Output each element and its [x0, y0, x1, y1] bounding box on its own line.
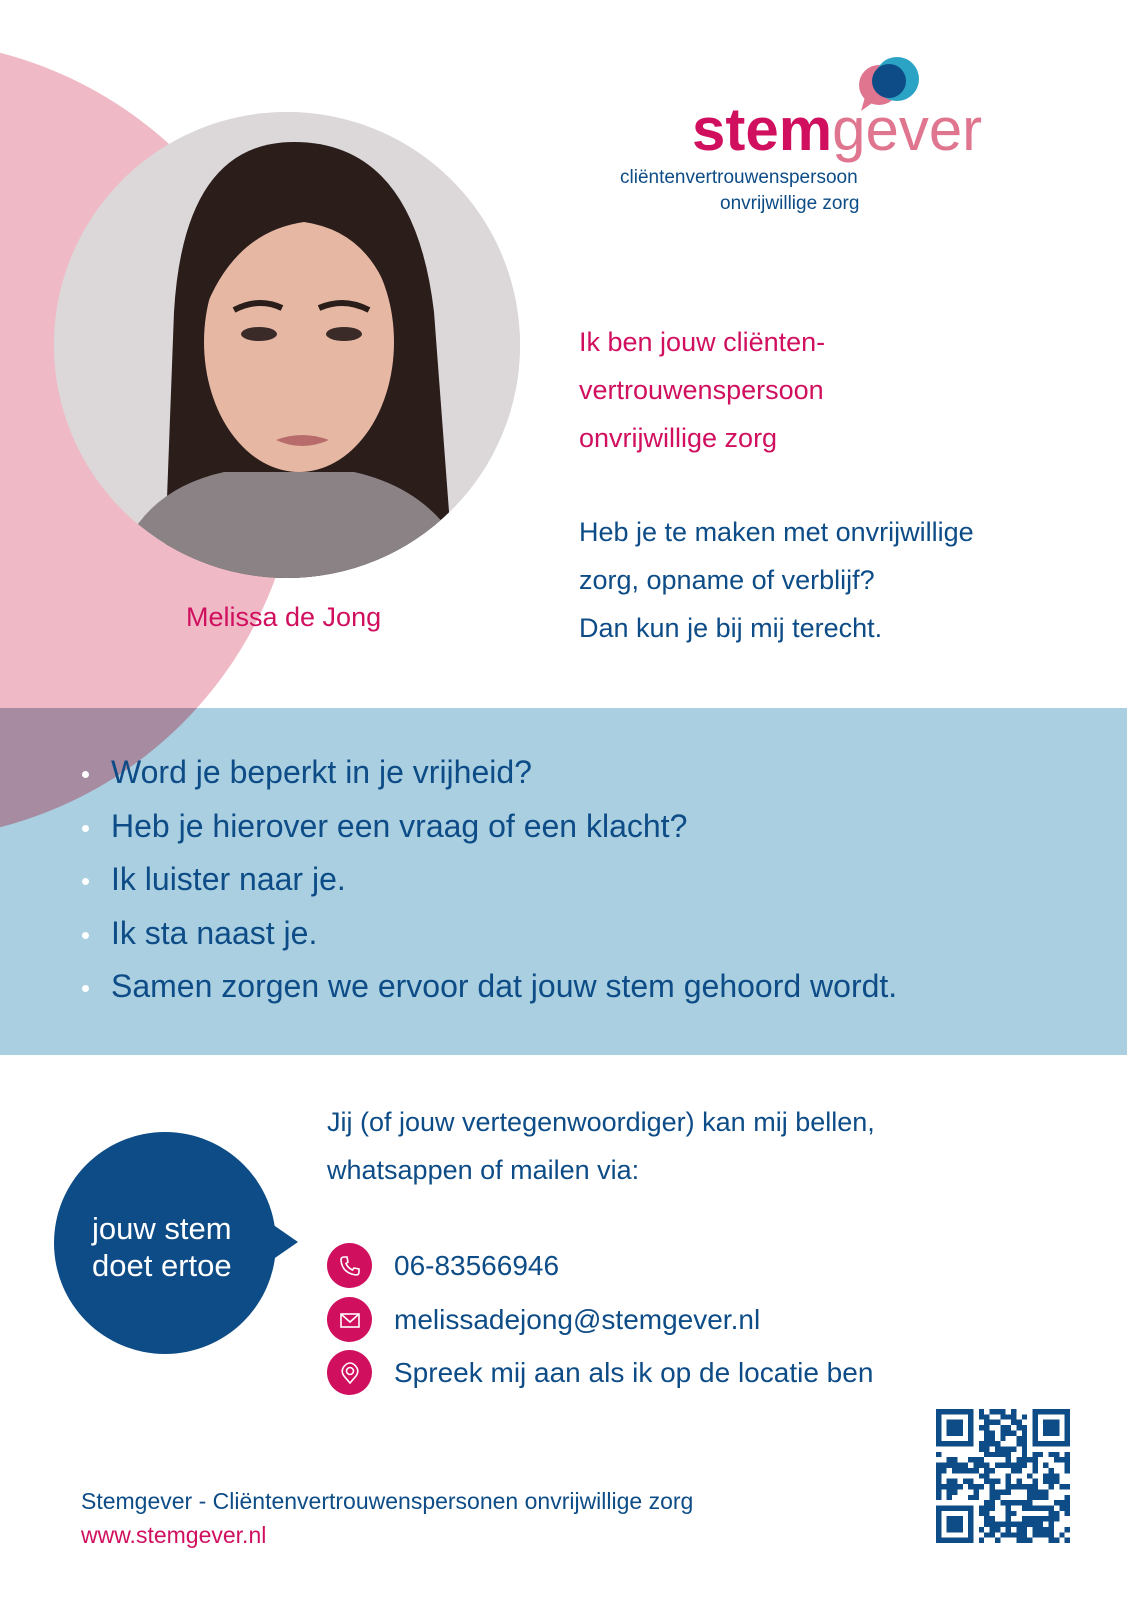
qr-module	[1000, 1409, 1005, 1414]
qr-module	[936, 1452, 941, 1457]
qr-module	[1011, 1463, 1016, 1468]
qr-module	[979, 1527, 984, 1532]
contact-intro-line: Jij (of jouw vertegenwoordiger) kan mij bellen,	[327, 1107, 875, 1137]
qr-module	[995, 1538, 1000, 1543]
qr-module	[995, 1479, 1000, 1484]
qr-module	[1049, 1538, 1054, 1543]
qr-module	[1000, 1452, 1005, 1457]
bullet-item: Word je beperkt in je vrijheid?	[80, 746, 1080, 800]
qr-module	[974, 1495, 979, 1500]
phone-number[interactable]: 06-83566946	[394, 1249, 560, 1281]
qr-module	[1032, 1457, 1037, 1462]
qr-module	[1032, 1479, 1037, 1484]
qr-module	[979, 1441, 984, 1446]
qr-module	[968, 1479, 973, 1484]
qr-module	[1006, 1527, 1011, 1532]
qr-module	[1032, 1484, 1037, 1489]
qr-module	[1011, 1468, 1016, 1473]
qr-module	[1006, 1414, 1011, 1419]
person-name: Melissa de Jong	[186, 602, 382, 632]
qr-module	[957, 1484, 962, 1489]
qr-module	[1049, 1532, 1054, 1537]
qr-module	[1065, 1484, 1070, 1489]
qr-module	[1016, 1420, 1021, 1425]
qr-module	[990, 1495, 995, 1500]
qr-module	[990, 1516, 995, 1521]
qr-module	[1000, 1425, 1005, 1430]
qr-module	[1011, 1484, 1016, 1489]
qr-module	[1022, 1527, 1027, 1532]
qr-module	[984, 1532, 989, 1537]
qr-module	[1049, 1527, 1054, 1532]
qr-module	[1032, 1452, 1037, 1457]
qr-module	[995, 1452, 1000, 1457]
qr-module	[990, 1409, 995, 1414]
qr-module	[1049, 1516, 1054, 1521]
qr-module	[1000, 1489, 1005, 1494]
qr-module	[984, 1522, 989, 1527]
qr-module	[1000, 1532, 1005, 1537]
qr-module	[1016, 1527, 1021, 1532]
qr-module	[995, 1420, 1000, 1425]
qr-module	[1022, 1505, 1027, 1510]
qr-module	[1032, 1468, 1037, 1473]
contact-intro-line: whatsappen of mailen via:	[327, 1155, 640, 1185]
qr-module	[947, 1463, 952, 1468]
qr-module	[1011, 1447, 1016, 1452]
qr-module	[1032, 1463, 1037, 1468]
qr-module	[952, 1457, 957, 1462]
qr-module	[1043, 1495, 1048, 1500]
qr-finder	[947, 1516, 963, 1532]
qr-module	[1054, 1511, 1059, 1516]
qr-module	[1038, 1522, 1043, 1527]
qr-module	[947, 1495, 952, 1500]
qr-module	[1038, 1452, 1043, 1457]
qr-module	[1054, 1500, 1059, 1505]
qr-module	[1049, 1522, 1054, 1527]
qr-module	[968, 1457, 973, 1462]
qr-module	[984, 1511, 989, 1516]
qr-module	[990, 1430, 995, 1435]
qr-module	[936, 1468, 941, 1473]
qr-module	[1022, 1484, 1027, 1489]
qr-module	[1054, 1479, 1059, 1484]
qr-module	[1027, 1495, 1032, 1500]
qr-module	[1011, 1409, 1016, 1414]
qr-module	[1032, 1516, 1037, 1521]
qr-module	[1011, 1430, 1016, 1435]
qr-module	[1006, 1500, 1011, 1505]
qr-module	[984, 1479, 989, 1484]
qr-module	[963, 1479, 968, 1484]
bullet-list	[80, 746, 1080, 1014]
bullet-item: Samen zorgen we ervoor dat jouw stem gehoord wordt.	[80, 960, 1080, 1014]
qr-module	[984, 1452, 989, 1457]
bullet-item: Ik sta naast je.	[80, 907, 1080, 961]
qr-module	[1016, 1463, 1021, 1468]
qr-module	[1065, 1495, 1070, 1500]
qr-module	[1054, 1457, 1059, 1462]
qr-module	[995, 1463, 1000, 1468]
qr-module	[1022, 1447, 1027, 1452]
qr-module	[1022, 1463, 1027, 1468]
qr-module	[1016, 1425, 1021, 1430]
qr-module	[1049, 1452, 1054, 1457]
qr-module	[963, 1468, 968, 1473]
qr-module	[990, 1522, 995, 1527]
qr-module	[984, 1436, 989, 1441]
qr-module	[1027, 1457, 1032, 1462]
qr-module	[995, 1522, 1000, 1527]
location-row	[327, 1350, 873, 1395]
qr-module	[995, 1441, 1000, 1446]
qr-module	[1038, 1489, 1043, 1494]
qr-module	[936, 1495, 941, 1500]
qr-module	[1022, 1532, 1027, 1537]
phone-icon	[327, 1243, 372, 1288]
qr-module	[1059, 1457, 1064, 1462]
contact-intro	[327, 1098, 1087, 1194]
qr-module	[1006, 1511, 1011, 1516]
qr-module	[1022, 1457, 1027, 1462]
qr-module	[952, 1479, 957, 1484]
qr-module	[1006, 1457, 1011, 1462]
qr-module	[1054, 1452, 1059, 1457]
qr-module	[968, 1495, 973, 1500]
qr-module	[1006, 1505, 1011, 1510]
qr-module	[979, 1473, 984, 1478]
qr-module	[1011, 1500, 1016, 1505]
qr-module	[1000, 1447, 1005, 1452]
qr-module	[1016, 1538, 1021, 1543]
qr-module	[979, 1484, 984, 1489]
qr-module	[963, 1463, 968, 1468]
qr-module	[1027, 1522, 1032, 1527]
bubble-line: doet ertoe	[92, 1248, 232, 1283]
qr-module	[1000, 1430, 1005, 1435]
qr-module	[1038, 1505, 1043, 1510]
intro-heading	[579, 318, 1099, 462]
footer-website-link[interactable]: www.stemgever.nl	[81, 1522, 267, 1548]
qr-module	[974, 1484, 979, 1489]
qr-module	[1065, 1505, 1070, 1510]
qr-module	[1000, 1463, 1005, 1468]
qr-module	[1011, 1414, 1016, 1419]
qr-module	[1016, 1479, 1021, 1484]
qr-module	[1038, 1532, 1043, 1537]
qr-module	[936, 1463, 941, 1468]
qr-module	[1006, 1516, 1011, 1521]
logo-gever: gever	[832, 96, 983, 163]
logo-subtitle-2: onvrijwillige zorg	[720, 193, 860, 214]
qr-module	[1006, 1522, 1011, 1527]
qr-module	[1006, 1532, 1011, 1537]
qr-module	[1054, 1538, 1059, 1543]
qr-module	[1065, 1500, 1070, 1505]
qr-finder	[1043, 1420, 1059, 1436]
qr-module	[979, 1457, 984, 1462]
qr-module	[1054, 1516, 1059, 1521]
qr-module	[1059, 1500, 1064, 1505]
qr-module	[1022, 1430, 1027, 1435]
qr-module	[936, 1484, 941, 1489]
qr-module	[957, 1463, 962, 1468]
qr-module	[1059, 1505, 1064, 1510]
qr-module	[1000, 1414, 1005, 1419]
qr-module	[979, 1505, 984, 1510]
qr-module	[979, 1425, 984, 1430]
qr-module	[984, 1505, 989, 1510]
qr-module	[1027, 1538, 1032, 1543]
qr-module	[1043, 1505, 1048, 1510]
qr-module	[1006, 1463, 1011, 1468]
qr-module	[1049, 1484, 1054, 1489]
intro-line: onvrijwillige zorg	[579, 423, 778, 453]
qr-module	[974, 1457, 979, 1462]
qr-module	[952, 1468, 957, 1473]
qr-module	[1049, 1468, 1054, 1473]
qr-module	[1027, 1516, 1032, 1521]
qr-module	[1006, 1447, 1011, 1452]
intro-text-line: Dan kun je bij mij terecht.	[579, 613, 883, 643]
qr-module	[1043, 1532, 1048, 1537]
qr-module	[990, 1489, 995, 1494]
qr-module	[1065, 1527, 1070, 1532]
qr-module	[1006, 1473, 1011, 1478]
qr-module	[1022, 1414, 1027, 1419]
qr-module	[968, 1468, 973, 1473]
qr-module	[990, 1468, 995, 1473]
qr-module	[1065, 1538, 1070, 1543]
email-row	[327, 1297, 760, 1342]
qr-module	[979, 1409, 984, 1414]
intro-text-line: Heb je te maken met onvrijwillige	[579, 517, 974, 547]
qr-module	[984, 1447, 989, 1452]
email-address[interactable]: melissadejong@stemgever.nl	[394, 1303, 761, 1335]
qr-module	[1043, 1463, 1048, 1468]
qr-module	[1032, 1527, 1037, 1532]
qr-module	[1049, 1505, 1054, 1510]
qr-module	[1038, 1516, 1043, 1521]
qr-module	[1000, 1436, 1005, 1441]
qr-module	[990, 1484, 995, 1489]
qr-module	[1065, 1463, 1070, 1468]
qr-module	[984, 1420, 989, 1425]
qr-module	[990, 1500, 995, 1505]
qr-module	[968, 1484, 973, 1489]
location-text: Spreek mij aan als ik op de locatie ben	[394, 1356, 874, 1388]
qr-module	[990, 1479, 995, 1484]
qr-module	[1016, 1468, 1021, 1473]
qr-module	[952, 1463, 957, 1468]
qr-module	[1027, 1500, 1032, 1505]
location-pin-icon	[327, 1350, 372, 1395]
qr-module	[1022, 1522, 1027, 1527]
qr-module	[995, 1447, 1000, 1452]
intro-text-line: zorg, opname of verblijf?	[579, 565, 875, 595]
intro-line: Ik ben jouw cliënten-	[579, 327, 826, 357]
qr-module	[1016, 1484, 1021, 1489]
qr-module	[995, 1495, 1000, 1500]
qr-finder	[947, 1420, 963, 1436]
qr-module	[1032, 1495, 1037, 1500]
qr-module	[1022, 1516, 1027, 1521]
qr-module	[979, 1511, 984, 1516]
qr-module	[941, 1463, 946, 1468]
qr-module	[984, 1468, 989, 1473]
phone-row	[327, 1243, 559, 1288]
qr-module	[990, 1532, 995, 1537]
qr-module	[957, 1468, 962, 1473]
qr-module	[1043, 1527, 1048, 1532]
intro-text	[579, 508, 1099, 652]
qr-module	[952, 1489, 957, 1494]
qr-module	[984, 1441, 989, 1446]
qr-module	[984, 1430, 989, 1435]
qr-module	[1043, 1473, 1048, 1478]
qr-module	[1016, 1532, 1021, 1537]
qr-module	[990, 1441, 995, 1446]
qr-module	[984, 1516, 989, 1521]
qr-module	[1006, 1484, 1011, 1489]
qr-module	[947, 1479, 952, 1484]
qr-module	[1011, 1420, 1016, 1425]
qr-module	[979, 1463, 984, 1468]
footer-organization: Stemgever - Cliëntenvertrouwenspersonen onvrijwillige zorg	[81, 1488, 694, 1514]
qr-module	[990, 1505, 995, 1510]
qr-module	[936, 1479, 941, 1484]
qr-module	[1032, 1532, 1037, 1537]
qr-module	[984, 1500, 989, 1505]
qr-module	[974, 1463, 979, 1468]
qr-module	[1022, 1538, 1027, 1543]
qr-module	[1049, 1479, 1054, 1484]
qr-module	[1016, 1500, 1021, 1505]
qr-module	[974, 1489, 979, 1494]
qr-module	[995, 1489, 1000, 1494]
qr-module	[1011, 1522, 1016, 1527]
qr-module	[1043, 1479, 1048, 1484]
qr-module	[941, 1468, 946, 1473]
qr-module	[1032, 1505, 1037, 1510]
qr-module	[1059, 1532, 1064, 1537]
qr-module	[1016, 1522, 1021, 1527]
qr-module	[1032, 1522, 1037, 1527]
qr-module	[1038, 1527, 1043, 1532]
qr-module	[947, 1457, 952, 1462]
qr-module	[990, 1420, 995, 1425]
speech-bubble	[54, 1132, 276, 1354]
qr-module	[995, 1409, 1000, 1414]
qr-module	[984, 1414, 989, 1419]
qr-module	[1011, 1511, 1016, 1516]
logo-subtitle-1: cliëntenvertrouwenspersoon	[620, 167, 858, 188]
qr-module	[1016, 1457, 1021, 1462]
qr-module	[1059, 1484, 1064, 1489]
qr-module	[990, 1452, 995, 1457]
qr-module	[995, 1527, 1000, 1532]
qr-module	[1065, 1511, 1070, 1516]
qr-module	[1016, 1436, 1021, 1441]
qr-module	[941, 1484, 946, 1489]
bubble-tail	[272, 1224, 298, 1260]
qr-module	[1006, 1425, 1011, 1430]
mail-icon	[327, 1297, 372, 1342]
qr-module	[1027, 1489, 1032, 1494]
qr-module	[1043, 1489, 1048, 1494]
qr-module	[1006, 1430, 1011, 1435]
qr-module	[1049, 1511, 1054, 1516]
logo-stem: stem	[692, 96, 833, 163]
qr-module	[1000, 1500, 1005, 1505]
qr-module	[1049, 1473, 1054, 1478]
qr-module	[1027, 1484, 1032, 1489]
qr-module	[979, 1538, 984, 1543]
bullet-item: Ik luister naar je.	[80, 853, 1080, 907]
qr-module	[936, 1489, 941, 1494]
qr-module	[1043, 1516, 1048, 1521]
qr-module	[974, 1468, 979, 1473]
stemgever-logo	[620, 55, 1060, 225]
qr-module	[936, 1473, 941, 1478]
qr-module	[1022, 1425, 1027, 1430]
qr-module	[1022, 1441, 1027, 1446]
qr-module	[1065, 1468, 1070, 1473]
qr-module	[947, 1484, 952, 1489]
qr-module	[1016, 1441, 1021, 1446]
qr-module	[984, 1425, 989, 1430]
bullet-item: Heb je hierover een vraag of een klacht?	[80, 800, 1080, 854]
intro-line: vertrouwenspersoon	[579, 375, 824, 405]
qr-code[interactable]	[936, 1409, 1070, 1543]
qr-module	[1022, 1500, 1027, 1505]
qr-module	[1006, 1479, 1011, 1484]
qr-module	[979, 1447, 984, 1452]
qr-module	[979, 1414, 984, 1419]
qr-module	[984, 1473, 989, 1478]
qr-module	[1022, 1436, 1027, 1441]
qr-module	[990, 1436, 995, 1441]
bubble-line: jouw stem	[92, 1211, 232, 1246]
qr-module	[1027, 1505, 1032, 1510]
qr-module	[1065, 1457, 1070, 1462]
qr-module	[1011, 1532, 1016, 1537]
qr-module	[947, 1489, 952, 1494]
qr-module	[1065, 1452, 1070, 1457]
qr-module	[990, 1527, 995, 1532]
qr-module	[1006, 1452, 1011, 1457]
qr-module	[1038, 1495, 1043, 1500]
qr-module	[952, 1484, 957, 1489]
qr-module	[1032, 1489, 1037, 1494]
qr-module	[1027, 1473, 1032, 1478]
profile-photo	[54, 112, 520, 578]
qr-module	[1054, 1473, 1059, 1478]
qr-module	[1006, 1489, 1011, 1494]
qr-module	[1000, 1522, 1005, 1527]
qr-module	[984, 1463, 989, 1468]
qr-module	[1022, 1452, 1027, 1457]
